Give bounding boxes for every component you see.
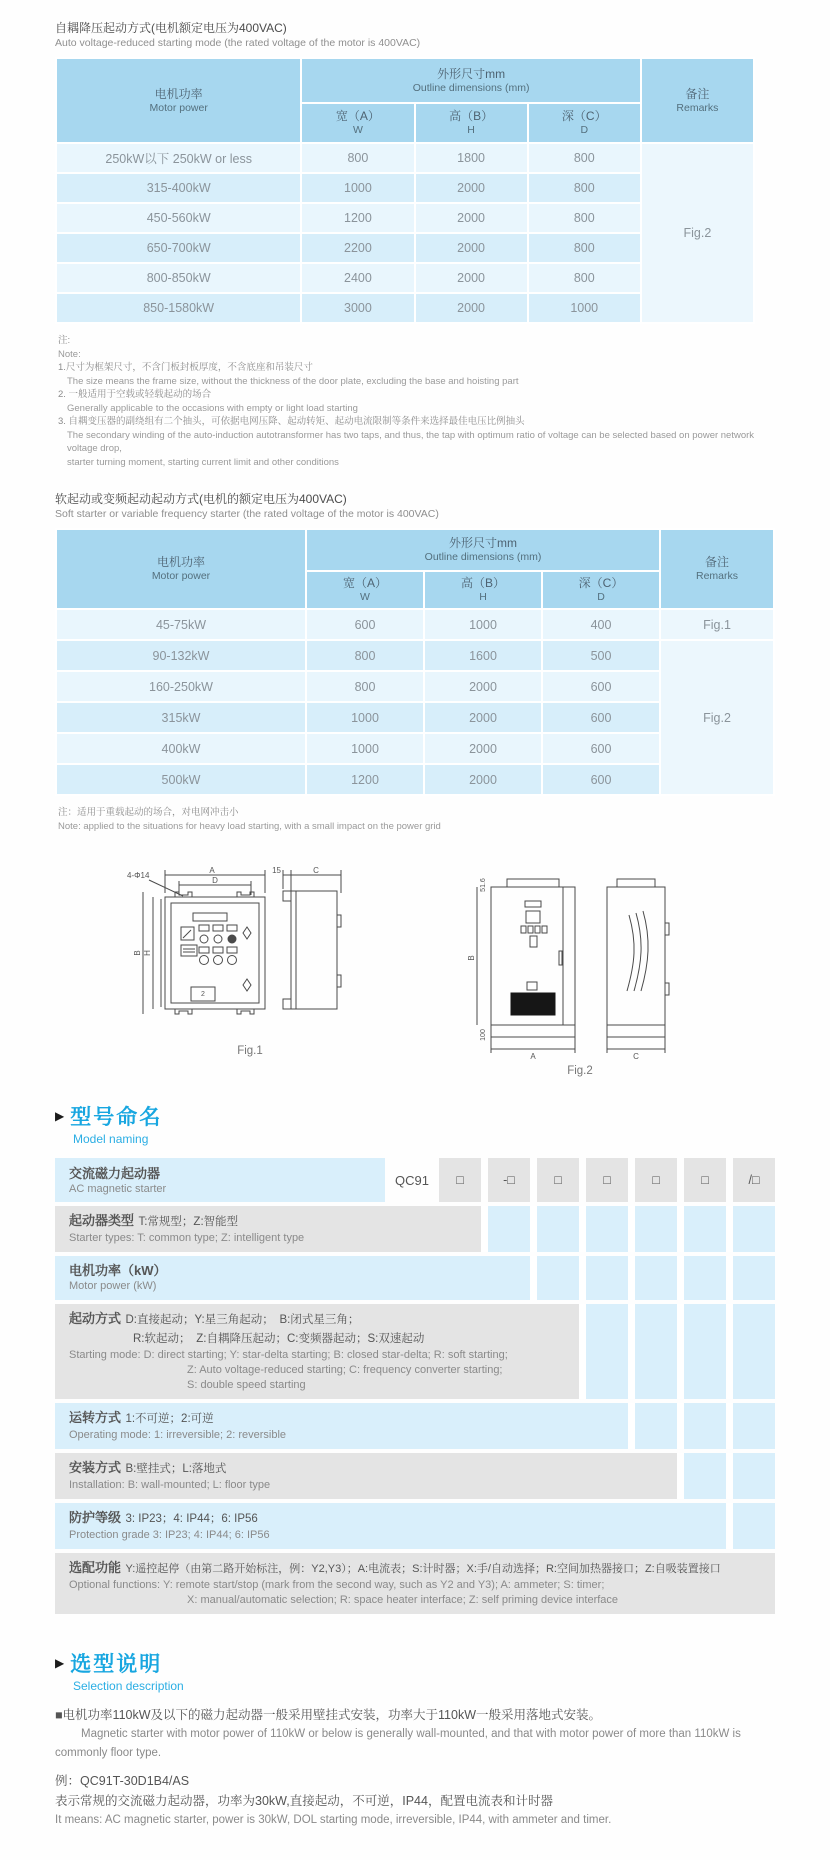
height-cell: 2000 [415,293,528,323]
remark-cell: Fig.2 [641,143,754,323]
installation-band: 安装方式 B:壁挂式；L:落地式 Installation: B: wall-mounted; L: floor type [55,1453,677,1499]
depth-cell: 600 [542,733,660,764]
power-cell: 315kW [56,702,306,733]
note-line: The secondary winding of the auto-induction autotransformer has two taps, and thus, the tap with optimum ratio of voltage can be selected based on power network voltage drop, [67,429,755,454]
product-band [55,1158,385,1202]
motor-power-band: 电机功率（kW） Motor power (kW) [55,1256,530,1300]
header-outline-dimensions: 外形尺寸mm Outline dimensions (mm) [306,529,660,571]
depth-cell: 1000 [528,293,641,323]
outline-drawings [55,863,775,1077]
width-cell: 1000 [306,733,424,764]
width-cell: 800 [306,640,424,671]
header-motor-power: 电机功率 Motor power [56,58,301,143]
power-cell: 800-850kW [56,263,301,293]
height-cell: 2000 [415,233,528,263]
note-line: Note: applied to the situations for heavy load starting, with a small impact on the power grid [58,820,441,832]
selection-example-zh: 表示常规的交流磁力起动器，功率为30kW,直接起动，不可逆，IP44，配置电流表和计时器 [55,1794,553,1808]
fig2-front-view [467,878,575,1061]
remark-cell: Fig.1 [660,609,774,640]
dim-a-label: A [209,866,215,875]
figure-2 [455,863,705,1077]
width-cell: 800 [306,671,424,702]
header-motor-power: 电机功率 Motor power [56,529,306,609]
selection-paragraph-en: Magnetic starter with motor power of 110kW or below is generally wall-mounted, and that with motor power of more than 110kW is [81,1728,741,1740]
product-name-zh: 交流磁力起动器 [69,1166,161,1181]
table1-notes [58,334,775,469]
dim-b-label: B [133,950,142,956]
header-width: 宽（A） W [301,103,414,143]
width-cell: 2400 [301,263,414,293]
fig2-label: Fig.2 [567,1065,593,1077]
table1-title-en: Auto voltage-reduced starting mode (the rated voltage of the motor is 400VAC) [55,37,421,49]
dim-holes-label: 4-Φ14 [127,871,150,880]
header-remarks: 备注 Remarks [660,529,774,609]
fig1-side-view [272,866,341,1009]
fig2-side-view [607,879,669,1061]
section-arrow-icon: ▶ [55,1109,65,1123]
note-line: 3. 自耦变压器的副绕组有二个抽头，可依据电网压降、起动转矩、起动电流限制等条件来选择最佳电压比例抽头 [58,416,525,427]
code-box: /□ [733,1158,775,1202]
model-naming-table [55,1158,775,1614]
note-line: 2. 一般适用于空载或轻载起动的场合 [58,389,212,400]
table2-title-en: Soft starter or variable frequency starter (the rated voltage of the motor is 400VAC) [55,508,439,520]
fig2-drawing [455,863,705,1063]
power-cell: 315-400kW [56,173,301,203]
height-cell: 2000 [424,733,542,764]
model-naming-row-product [55,1158,775,1202]
dim-15-label: 15 [272,866,281,875]
width-cell: 600 [306,609,424,640]
width-cell: 800 [301,143,414,173]
selection-text [55,1705,775,1830]
model-naming-heading-zh: 型号命名 [70,1106,163,1129]
starting-mode-band: 起动方式 D:直接起动；Y:星三角起动； B:闭式星三角； R:软起动； Z:自耦降压起动；C:变频器起动；S:双速起动 Starting mode: D: direct starting; Y: star-delta starting; B: closed star-delta; R: soft starting; Z: Auto voltage-reduced starting; C: frequency converter starting; S: double speed starting [55,1304,579,1399]
table-row [56,143,754,173]
dim-c-label: C [633,1052,639,1061]
note-line: Note: [58,348,81,360]
note-line: Generally applicable to the occasions with empty or light load starting [67,402,358,414]
depth-cell: 400 [542,609,660,640]
model-naming-row-starter-type [55,1206,775,1252]
fig1-front-view [127,866,265,1014]
power-cell: 500kW [56,764,306,795]
height-cell: 2000 [424,671,542,702]
section-arrow-icon: ▶ [55,1656,65,1670]
table2-title-zh: 软起动或变频起动起动方式(电机的额定电压为400VAC) [55,492,347,506]
fig1-label: Fig.1 [237,1045,263,1057]
selection-heading-zh: 选型说明 [70,1653,163,1676]
dim-a-label: A [530,1052,536,1061]
soft-starter-dimension-table [55,528,775,796]
header-width: 宽（A） W [306,571,424,609]
depth-cell: 600 [542,764,660,795]
width-cell: 1200 [306,764,424,795]
column-strips [677,1453,775,1499]
depth-cell: 800 [528,203,641,233]
height-cell: 1800 [415,143,528,173]
column-strips [579,1304,775,1399]
column-strips [481,1206,775,1252]
depth-cell: 800 [528,173,641,203]
power-cell: 90-132kW [56,640,306,671]
power-cell: 650-700kW [56,233,301,263]
column-strips [628,1403,775,1449]
selection-paragraph-zh: ■电机功率110kW及以下的磁力起动器一般采用壁挂式安装，功率大于110kW一般采用落地式安装。 [55,1708,602,1722]
header-height: 高（B） H [424,571,542,609]
fig1-drawing [125,863,375,1043]
power-cell: 400kW [56,733,306,764]
model-naming-row-protection-grade [55,1503,775,1549]
column-strips [530,1256,775,1300]
header-depth: 深（C） D [542,571,660,609]
depth-cell: 800 [528,233,641,263]
power-cell: 450-560kW [56,203,301,233]
header-outline-dimensions: 外形尺寸mm Outline dimensions (mm) [301,58,640,103]
code-box-columns [439,1158,775,1202]
power-cell: 160-250kW [56,671,306,702]
selection-heading-en: Selection description [73,1679,184,1693]
height-cell: 2000 [424,702,542,733]
code-box: □ [586,1158,628,1202]
height-cell: 2000 [415,173,528,203]
code-box: □ [439,1158,481,1202]
auto-voltage-dimension-table [55,57,755,324]
product-name-en: AC magnetic starter [69,1183,167,1195]
code-box: □ [537,1158,579,1202]
power-cell: 850-1580kW [56,293,301,323]
depth-cell: 800 [528,143,641,173]
model-naming-heading-en: Model naming [73,1132,149,1146]
model-naming-row-starting-mode [55,1304,775,1399]
table1-title-zh: 自耦降压起动方式(电机额定电压为400VAC) [55,21,287,35]
column-strips [726,1503,775,1549]
depth-cell: 800 [528,263,641,293]
dim-d-label: D [212,876,218,885]
height-cell: 1600 [424,640,542,671]
header-depth: 深（C） D [528,103,641,143]
dim-b-label: B [467,955,476,961]
depth-cell: 600 [542,671,660,702]
height-cell: 2000 [415,203,528,233]
header-height: 高（B） H [415,103,528,143]
note-line: 1.尺寸为框架尺寸，不含门板封板厚度，不含底座和吊装尺寸 [58,362,313,373]
code-box: □ [635,1158,677,1202]
note-line: 注: [58,335,71,346]
header-remarks: 备注 Remarks [641,58,754,143]
operating-mode-band: 运转方式 1:不可逆；2:可逆 Operating mode: 1: irreversible; 2: reversible [55,1403,628,1449]
table-row [56,640,774,671]
model-naming-row-optional-functions [55,1553,775,1614]
table-row [56,609,774,640]
depth-cell: 500 [542,640,660,671]
selection-example: 例：QC91T-30D1B4/AS [55,1774,190,1788]
selection-example-en: It means: AC magnetic starter, power is 30kW, DOL starting mode, irreversible, IP44, with ammeter and timer. [55,1814,612,1826]
starter-type-band: 起动器类型 T:常规型；Z:智能型 Starter types: T: common type; Z: intelligent type [55,1206,481,1252]
panel-number-label: 2 [201,991,205,998]
model-naming-row-operating-mode [55,1403,775,1449]
dim-100-label: 100 [480,1029,487,1041]
selection-section [55,1648,775,1693]
note-line: The size means the frame size, without the thickness of the door plate, excluding the base and hoisting part [67,375,519,387]
note-line: starter turning moment, starting current limit and other conditions [67,456,339,468]
height-cell: 2000 [424,764,542,795]
remark-cell: Fig.2 [660,640,774,795]
dim-h-label: H [143,950,152,956]
width-cell: 1200 [301,203,414,233]
code-box: □ [684,1158,726,1202]
width-cell: 1000 [301,173,414,203]
width-cell: 2200 [301,233,414,263]
table2-note [58,806,775,833]
model-naming-section [55,1101,775,1146]
optional-functions-band: 选配功能 Y:遥控起停（由第二路开始标注，例：Y2,Y3）；A:电流表；S:计时器；X:手/自动选择；R:空间加热器接口；Z:自吸装置接口 Optional functions: Y: remote start/stop (mark from the second way, such as Y2 and Y3); A: ammeter; S: timer; X: manual/automatic selection; R: space heater interface; Z: self priming device interface [55,1553,775,1614]
protection-grade-band: 防护等级 3: IP23；4: IP44；6: IP56 Protection grade 3: IP23; 4: IP44; 6: IP56 [55,1503,726,1549]
model-naming-row-installation [55,1453,775,1499]
depth-cell: 600 [542,702,660,733]
model-code: QC91 [395,1172,429,1188]
selection-paragraph-en: commonly floor type. [55,1747,162,1759]
model-naming-row-motor-power [55,1256,775,1300]
note-line: 注：适用于重载起动的场合，对电网冲击小 [58,807,239,818]
power-cell: 45-75kW [56,609,306,640]
code-box: -□ [488,1158,530,1202]
power-cell: 250kW以下 250kW or less [56,143,301,173]
width-cell: 3000 [301,293,414,323]
height-cell: 2000 [415,263,528,293]
dim-516-label: 51.6 [480,878,487,892]
figure-1 [125,863,375,1077]
width-cell: 1000 [306,702,424,733]
height-cell: 1000 [424,609,542,640]
dim-c-label: C [313,866,319,875]
